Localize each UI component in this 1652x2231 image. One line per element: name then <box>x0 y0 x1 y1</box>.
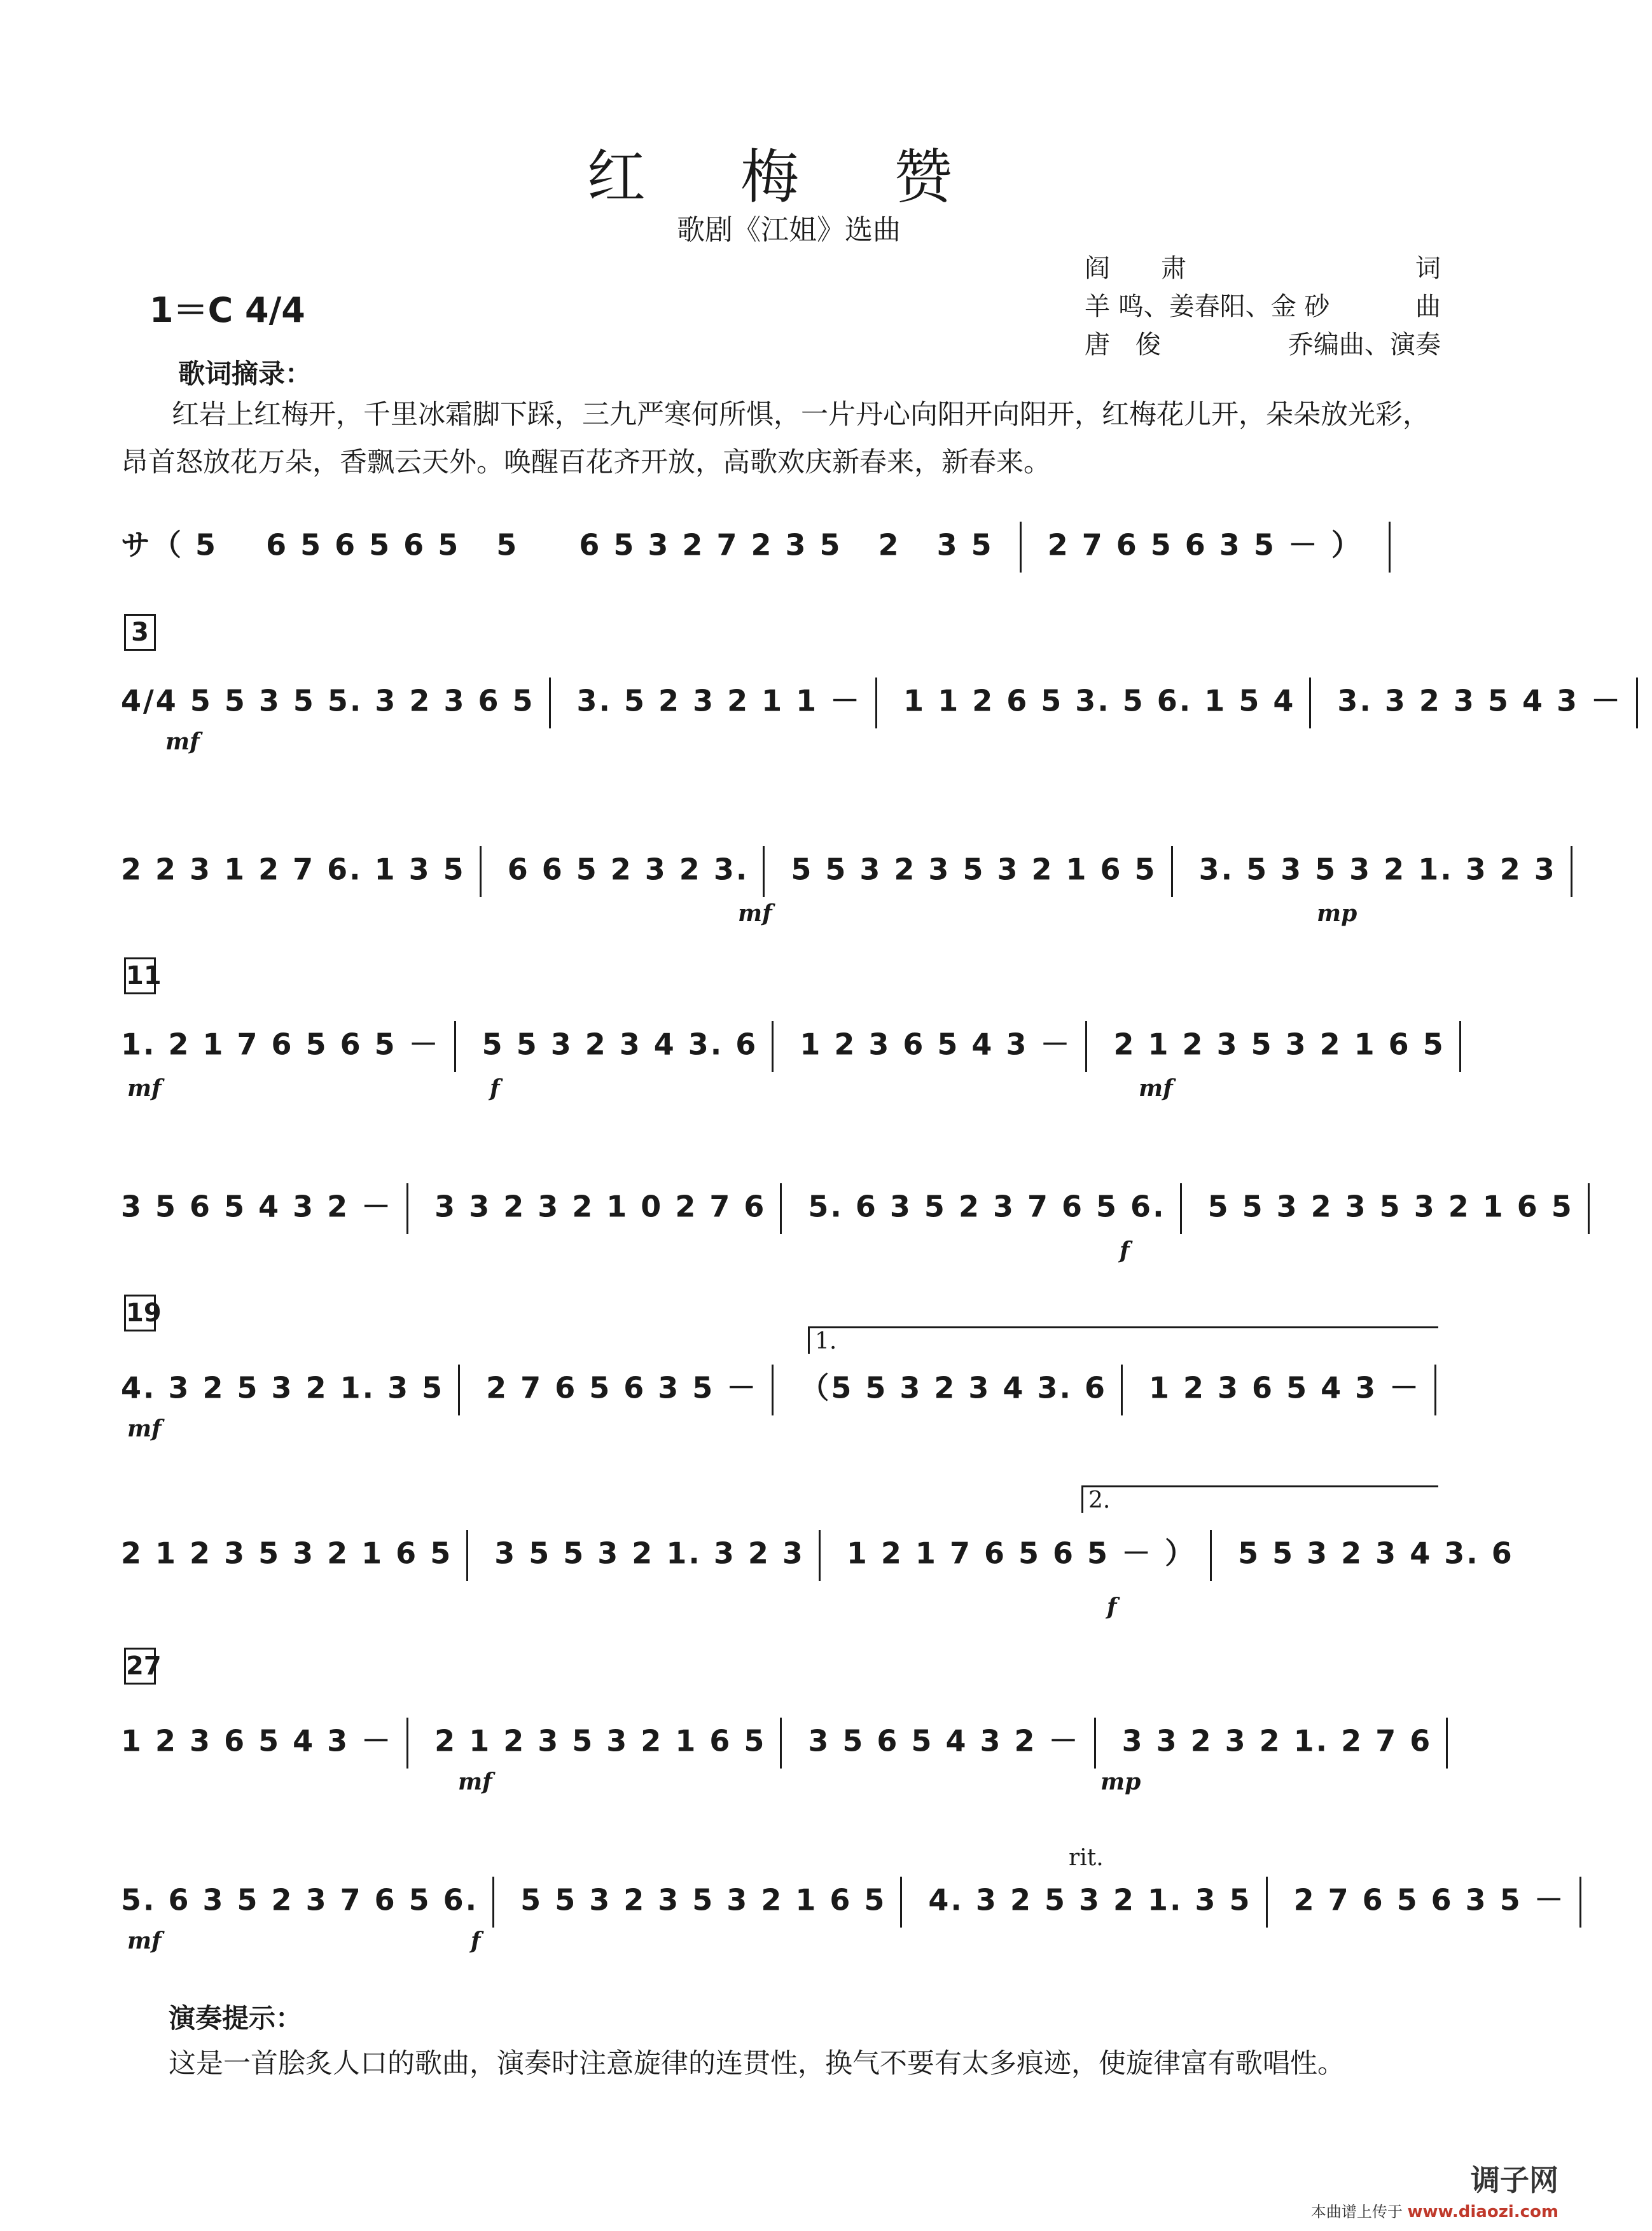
key-signature: 1＝C 4/4 <box>149 290 305 330</box>
barline <box>406 1718 408 1769</box>
tips-text: 这是一首脍炙人口的歌曲，演奏时注意旋律的连贯性，换气不要有太多痕迹，使旋律富有歌唱性。 <box>169 2048 1345 2080</box>
watermark-site: 调子网 <box>1471 2163 1558 2197</box>
dynamic-f: f <box>1107 1594 1117 1620</box>
barline <box>480 846 482 897</box>
dynamic-mf: mf <box>127 1075 162 1102</box>
credit-name: 阎 肃 <box>1085 254 1186 283</box>
credit-composer <box>1085 288 1441 326</box>
barline <box>1434 1365 1436 1415</box>
tips-heading: 演奏提示： <box>169 2003 303 2034</box>
credit-lyricist <box>1085 249 1441 288</box>
barline <box>1636 678 1638 728</box>
score-line-intro <box>121 522 1457 573</box>
dynamic-mf: mf <box>1139 1075 1173 1102</box>
credit-role: 乔编曲、演奏 <box>1288 330 1441 359</box>
page-title: 红 梅 赞 <box>587 143 991 211</box>
barline <box>875 678 877 728</box>
credits-block <box>1085 249 1441 364</box>
score-line <box>121 1021 1457 1072</box>
bar: 5 5 3 2 3 4 3. 6 <box>1238 1536 1514 1571</box>
dynamic-f: f <box>471 1928 481 1954</box>
barline <box>763 846 765 897</box>
credit-arranger <box>1085 326 1441 364</box>
bar: 6 5 6 5 6 5 <box>266 527 461 562</box>
bar: 2 1 2 3 5 3 2 1 6 5 <box>121 1536 453 1571</box>
barline <box>1180 1183 1182 1234</box>
dynamic-mf: mf <box>738 900 772 927</box>
bar: 3 3 2 3 2 1. 2 7 6 <box>1121 1723 1433 1758</box>
barline <box>1446 1718 1448 1769</box>
barline <box>406 1183 408 1234</box>
barline <box>454 1021 456 1072</box>
bar: 2 7 6 5 6 3 5 － <box>1293 1882 1565 1917</box>
volta-second-ending: 2. <box>1081 1485 1438 1513</box>
barline <box>1171 846 1173 897</box>
watermark-url: www.diaozi.com <box>1407 2202 1558 2221</box>
bar: 5 5 3 2 3 5 3 2 1 6 5 <box>791 852 1157 887</box>
bar: 3. 5 3 5 3 2 1. 3 2 3 <box>1198 852 1557 887</box>
measure-number: 19 <box>124 1295 156 1331</box>
rit-marking: rit. <box>1069 1845 1104 1871</box>
bar: 1 2 3 6 5 4 3 － <box>1148 1370 1421 1405</box>
score-line <box>121 1365 1457 1415</box>
dynamic-mp: mp <box>1100 1769 1141 1795</box>
barline <box>1579 1877 1581 1928</box>
bar: 5. 6 3 5 2 3 7 6 5 6. <box>121 1882 479 1917</box>
bar: 6 6 5 2 3 2 3. <box>507 852 749 887</box>
bar: 3 5 <box>936 527 994 562</box>
score-line <box>121 678 1622 728</box>
bar: 2 1 2 3 5 3 2 1 6 5 <box>1113 1027 1445 1062</box>
barline <box>1085 1021 1087 1072</box>
bar: 5 5 3 2 3 4 3. 6 <box>482 1027 758 1062</box>
barline <box>900 1877 902 1928</box>
bar: 2 1 2 3 5 3 2 1 6 5 <box>434 1723 767 1758</box>
barline <box>1389 522 1391 573</box>
bar: 3. 5 2 3 2 1 1 － <box>576 683 862 718</box>
barline <box>772 1021 774 1072</box>
lyrics-heading: 歌词摘录： <box>178 358 312 389</box>
dynamic-mp: mp <box>1317 900 1357 927</box>
dynamic-mf: mf <box>165 728 200 755</box>
barline <box>819 1530 821 1581</box>
watermark <box>1311 2157 1558 2221</box>
bar: 2 7 6 5 6 3 5 － ） <box>1047 527 1363 562</box>
credit-role: 词 <box>1415 254 1441 283</box>
bar: 4/4 5 5 3 5 5. 3 2 3 6 5 <box>121 683 535 718</box>
bar: 5 5 3 2 3 5 3 2 1 6 5 <box>1207 1189 1574 1224</box>
credit-name: 唐 俊 <box>1085 330 1161 359</box>
dynamic-mf: mf <box>127 1928 162 1954</box>
barline <box>1121 1365 1123 1415</box>
barline <box>1459 1021 1461 1072</box>
barline <box>1020 522 1022 573</box>
barline <box>772 1365 774 1415</box>
barline <box>1588 1183 1590 1234</box>
bar: （5 5 3 2 3 4 3. 6 <box>800 1370 1107 1405</box>
lyrics-text: 红岩上红梅开，千里冰霜脚下踩，三九严寒何所惧，一片丹心向阳开向阳开，红梅花儿开，朵朵放光彩，昂首怒放花万朵，香飘云天外。唤醒百花齐开放，高歌欢庆新春来，新春来。 <box>121 399 1430 478</box>
bar: 1. 2 1 7 6 5 6 5 － <box>121 1027 440 1062</box>
score-line <box>121 1183 1574 1234</box>
score-line <box>121 1530 1514 1581</box>
score-line <box>121 1877 1565 1928</box>
credit-name: 羊 鸣、姜春阳、金 砂 <box>1085 292 1330 321</box>
bar: 2 2 3 1 2 7 6. 1 3 5 <box>121 852 466 887</box>
page-subtitle: 歌剧《江姐》选曲 <box>677 214 901 246</box>
bar: 4. 3 2 5 3 2 1. 3 5 <box>121 1370 445 1405</box>
bar: 1 1 2 6 5 3. 5 6. 1 5 4 <box>903 683 1296 718</box>
barline <box>549 678 551 728</box>
barline <box>466 1530 468 1581</box>
bar: 3 3 2 3 2 1 0 2 7 6 <box>434 1189 767 1224</box>
measure-number: 11 <box>124 957 156 994</box>
barline <box>1309 678 1311 728</box>
bar: 1 2 3 6 5 4 3 － <box>121 1723 393 1758</box>
score-line <box>121 846 1557 897</box>
bar: 3 5 5 3 2 1. 3 2 3 <box>494 1536 805 1571</box>
barline <box>1571 846 1572 897</box>
measure-number: 3 <box>124 614 156 651</box>
bar: 3 5 6 5 4 3 2 － <box>121 1189 393 1224</box>
bar: 5 5 3 2 3 5 3 2 1 6 5 <box>520 1882 887 1917</box>
credit-role: 曲 <box>1415 292 1441 321</box>
measure-number: 27 <box>124 1648 156 1685</box>
barline <box>492 1877 494 1928</box>
dynamic-mf: mf <box>458 1769 492 1795</box>
barline <box>1266 1877 1268 1928</box>
dynamic-f: f <box>1120 1237 1130 1264</box>
bar: 1 2 3 6 5 4 3 － <box>800 1027 1072 1062</box>
barline <box>1094 1718 1096 1769</box>
bar: 6 5 3 2 7 2 3 5 <box>579 527 842 562</box>
bar: 3 5 6 5 4 3 2 － <box>808 1723 1080 1758</box>
barline <box>458 1365 460 1415</box>
score-line <box>121 1718 1457 1769</box>
bar: 2 7 6 5 6 3 5 － <box>486 1370 758 1405</box>
bar: 3. 3 2 3 5 4 3 － <box>1337 683 1622 718</box>
barline <box>780 1718 782 1769</box>
bar: 5 <box>496 527 519 562</box>
bar: 2 <box>878 527 901 562</box>
intro-prefix: サ（ <box>121 527 183 562</box>
bar: 1 2 1 7 6 5 6 5 － ） <box>846 1536 1197 1571</box>
bar: 5. 6 3 5 2 3 7 6 5 6. <box>808 1189 1166 1224</box>
watermark-note: 本曲谱上传于 <box>1310 2203 1403 2221</box>
barline <box>1210 1530 1212 1581</box>
dynamic-mf: mf <box>127 1415 162 1442</box>
bar: 4. 3 2 5 3 2 1. 3 5 <box>928 1882 1252 1917</box>
volta-first-ending: 1. <box>808 1326 1438 1354</box>
barline <box>780 1183 782 1234</box>
bar: 5 <box>195 527 218 562</box>
dynamic-f: f <box>490 1075 500 1102</box>
